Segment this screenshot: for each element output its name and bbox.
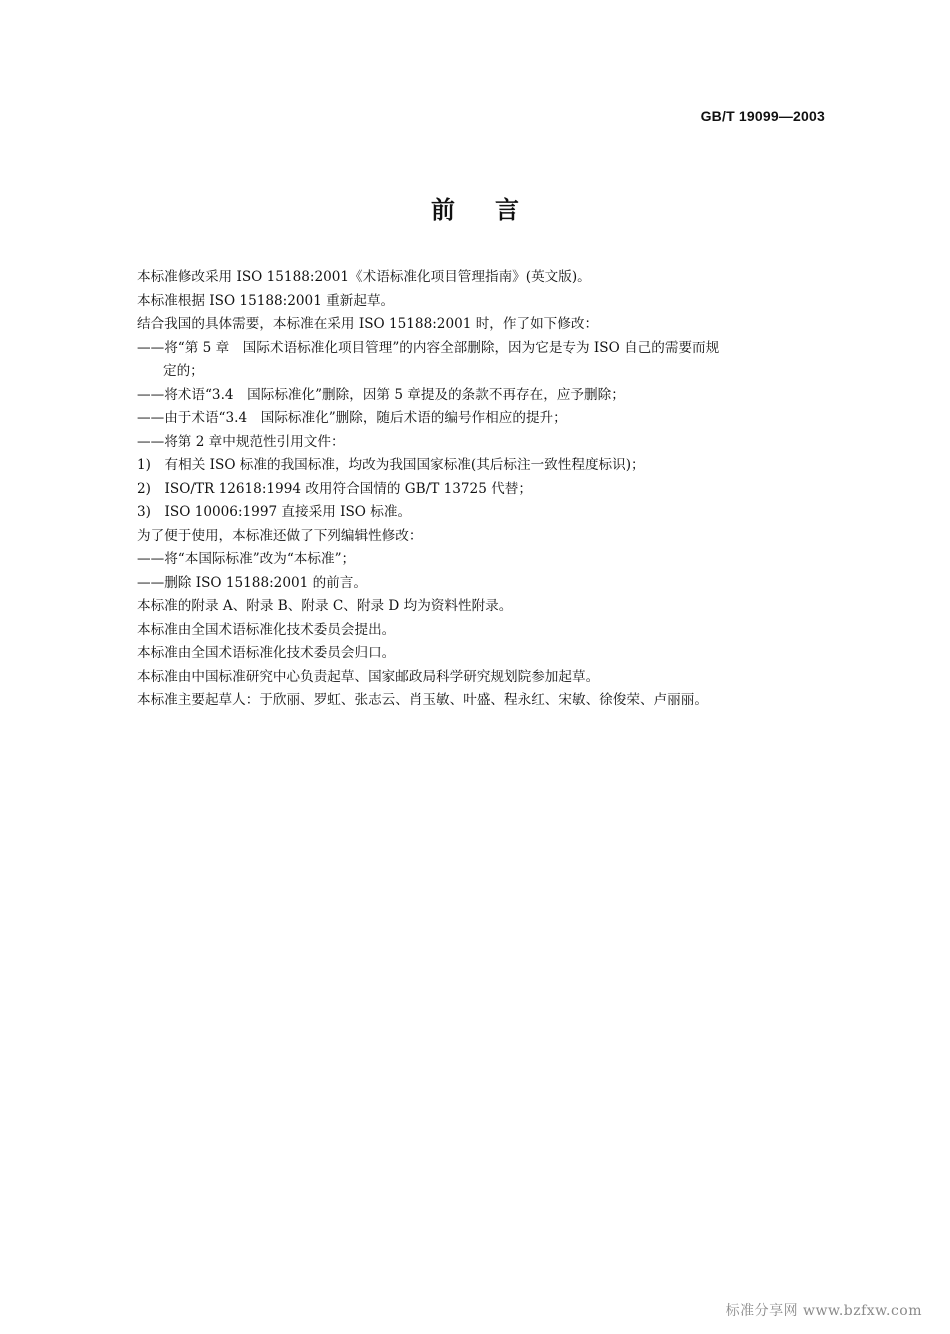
list-item-rename-standard: ——将“本国际标准”改为“本标准”； <box>137 551 356 567</box>
list-item-delete-foreword: ——删除 ISO 15188:2001 的前言。 <box>137 574 367 591</box>
numbered-item-3: 3) ISO 10006:1997 直接采用 ISO 标准。 <box>137 504 412 520</box>
paragraph-annexes: 本标准的附录 A、附录 B、附录 C、附录 D 均为资料性附录。 <box>137 598 513 614</box>
foreword-body <box>137 266 837 713</box>
page-title: 前言 <box>431 196 559 224</box>
paragraph-redrafted: 本标准根据 ISO 15188:2001 重新起草。 <box>137 292 395 309</box>
numbered-item-2: 2) ISO/TR 12618:1994 改用符合国情的 GB/T 13725 代替； <box>137 480 532 497</box>
paragraph-drafters: 本标准主要起草人：于欣丽、罗虹、张志云、肖玉敏、叶盛、程永红、宋敏、徐俊荣、卢丽丽。 <box>137 692 708 708</box>
list-item-delete-chapter-5-continued: 定的； <box>163 363 204 379</box>
watermark: 标准分享网 www.bzfxw.com <box>725 1303 922 1319</box>
standard-number: GB/T 19099—2003 <box>700 108 825 124</box>
paragraph-under-jurisdiction: 本标准由全国术语标准化技术委员会归口。 <box>137 645 396 661</box>
paragraph-editorial-intro: 为了便于使用，本标准还做了下列编辑性修改： <box>137 527 423 544</box>
paragraph-drafting-units: 本标准由中国标准研究中心负责起草、国家邮政局科学研究规划院参加起草。 <box>137 668 600 685</box>
list-item-delete-chapter-5: ——将“第 5 章 国际术语标准化项目管理”的内容全部删除，因为它是专为 ISO 自己的需要而规 <box>137 339 720 356</box>
numbered-item-1: 1) 有相关 ISO 标准的我国标准，均改为我国国家标准(其后标注一致性程度标识)； <box>137 457 645 473</box>
paragraph-adoption: 本标准修改采用 ISO 15188:2001《术语标准化项目管理指南》(英文版)。 <box>137 269 591 285</box>
paragraph-modifications-intro: 结合我国的具体需要，本标准在采用 ISO 15188:2001 时，作了如下修改： <box>137 316 599 332</box>
list-item-renumber-terms: ——由于术语“3.4 国际标准化”删除，随后术语的编号作相应的提升； <box>137 410 567 426</box>
list-item-normative-references: ——将第 2 章中规范性引用文件： <box>137 433 345 450</box>
list-item-delete-term-3-4: ——将术语“3.4 国际标准化”删除，因第 5 章提及的条款不再存在，应予删除； <box>137 386 625 403</box>
paragraph-proposed-by: 本标准由全国术语标准化技术委员会提出。 <box>137 621 396 638</box>
